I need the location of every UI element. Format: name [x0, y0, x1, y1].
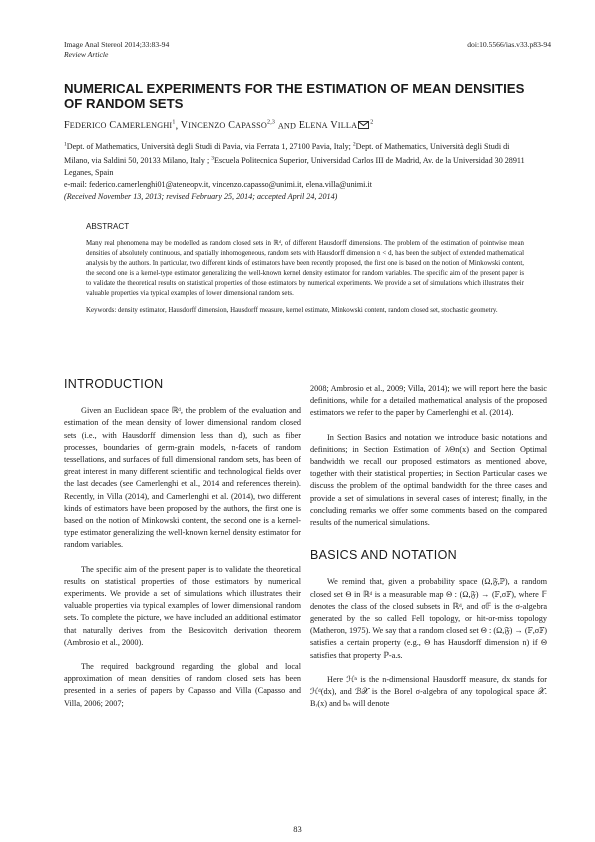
- keywords: Keywords: density estimator, Hausdorff dimension, Hausdorff measure, kernel estimate, Minkowski content, random closed set, stochastic geometry.: [86, 307, 498, 314]
- received-dates: (Received November 13, 2013; revised February 25, 2014; accepted April 24, 2014): [64, 192, 338, 202]
- paper-title: NUMERICAL EXPERIMENTS FOR THE ESTIMATION OF MEAN DENSITIES OF RANDOM SETS: [64, 81, 525, 111]
- affiliation-1: $^1$Dept. of Mathematics, Università degli Studi di Pavia, via Ferrata 1, 27100 Pavia, Italy;: [64, 141, 351, 151]
- intro-paragraph-3: The required background regarding the global and local approximation of mean densities of random closed sets has been presented in a series of papers by Capasso and Villa (Capasso and Villa, 2006; 2007;: [64, 662, 301, 708]
- author-3: ELENA VILLA $^2$: [298, 120, 374, 132]
- abstract: [86, 222, 524, 323]
- author-line: FEDERICO CAMERLENGHI$^1$, VINCENZO CAPASSO$^{2,3}$ AND ELENA VILLA $^2$: [64, 120, 374, 132]
- author-2: VINCENZO CAPASSO$^{2,3}$: [180, 120, 276, 132]
- affiliation-2: $^2$Dept. of Mathematics, Università degli Studi di Milano, via Saldini 50, 20133 Milano, Italy ;: [64, 141, 510, 166]
- intro-paragraph-1: Given an Euclidean space ℝᵈ, the problem of the evaluation and estimation of the mean density of lower dimensional random closed sets (i.e., with Hausdorff dimension less than d), such as fiber processes, boundaries of germ-grain models, n-facets of random tessellations, and surfaces of full dimensional random sets, has been of great interest in many different scientific and technological fields over the last decades (see Camerlenghi et al., 2014 and references therein). Recently, in Villa (2014), and Camerlenghi et al. (2014), two different kinds of estimators have been proposed by the authors, the first one is based on the notion of Minkowski content, the second one is a kernel-type estimator generalizing the well-known kernel density estimator for random variables.: [64, 406, 301, 550]
- envelope-icon[interactable]: [358, 121, 369, 132]
- doi[interactable]: doi:10.5566/ias.v33.p83-94: [467, 40, 551, 49]
- intro-paragraph-3-continued: 2008; Ambrosio et al., 2009; Villa, 2014); we will report here the basic definitions, while for a detailed mathematical analysis of the proposed estimators we refer to the paper by Camerlenghi et al. (2014).: [310, 384, 547, 418]
- abstract-heading: ABSTRACT: [86, 222, 130, 231]
- page-number: 83: [293, 824, 302, 834]
- section-heading-basics: BASICS AND NOTATION: [310, 548, 457, 563]
- right-column: [310, 383, 547, 722]
- author-conjunction: AND: [277, 121, 297, 131]
- section-heading-introduction: INTRODUCTION: [64, 377, 164, 391]
- affiliations: [64, 138, 534, 203]
- author-1: FEDERICO CAMERLENGHI$^1$: [64, 120, 176, 132]
- basics-paragraph-1: We remind that, given a probability space (Ω,𝔉,ℙ), a random closed set Θ in ℝᵈ is a measurable map Θ : (Ω,𝔉) → (𝔽,σ𝔽), where 𝔽 denotes the class of the closed subsets in ℝᵈ, and σ𝔽 is the σ-algebra generated by the so called Fell topology, or hit-or-miss topology (Matheron, 1975). We say that a random closed set Θ : (Ω,𝔉) → (𝔽,σ𝔽) satisfies a certain property (e.g., Θ has Hausdorff dimension n) if Θ satisfies that property ℙ-a.s.: [310, 577, 547, 660]
- affiliation-3: $^3$Escuela Politecnica Superior, Universidad Carlos III de Madrid, Av. de la Universidad 30 28911 Leganes, Spain: [64, 155, 525, 178]
- intro-paragraph-2: The specific aim of the present paper is to validate the theoretical results on statistical properties of those estimators by numerical experiments. We provide a set of simulations which illustrates their valuable properties via typical examples of lower dimensional random sets. To complete the picture, we have included an additional estimator that naturally derives from the Besicovitch derivation theorem (Ambrosio et al., 2000).: [64, 564, 301, 647]
- abstract-text: Many real phenomena may be modelled as random closed sets in ℝᵈ, of different Hausdorff dimensions. The problem of the estimation of pointwise mean densities of absolutely continuous, and spatially inhomogeneous, random sets with Hausdorff dimension n < d, has been the subject of extended mathematical analysis by the authors. In particular, two different kinds of estimators have been recently proposed, the first one is based on the notion of Minkowski content, the second one is a kernel-type estimator generalizing the well-known kernel density estimator for random variables. The specific aim of the present paper is to validate the theoretical results on statistical properties of those estimators by numerical experiments. We provide a set of simulations which illustrates their valuable properties via typical examples of lower dimensional random sets.: [86, 240, 524, 297]
- journal-reference: Image Anal Stereol 2014;33:83-94: [64, 40, 170, 49]
- left-column: [64, 378, 301, 722]
- article-type: Review Article: [64, 50, 109, 59]
- email-line[interactable]: e-mail: federico.camerlenghi01@ateneopv.it, vincenzo.capasso@unimi.it, elena.villa@unimi.it: [64, 180, 372, 190]
- intro-paragraph-4: In Section Basics and notation we introduce basic notations and definitions; in Section Estimation of λΘn(x) and Section Optimal bandwidth we recall our proposed estimators as mentioned above, together with their statistical properties; in Section Particular cases we discuss the problem of the optimal bandwidth for the three cases and provide a set of simulations in several cases of interest; finally, in the concluding remarks we offer some comments based on the compared results of the numerical simulations.: [310, 432, 547, 528]
- basics-paragraph-2: Here ℋⁿ is the n-dimensional Hausdorff measure, dx stands for ℋᵈ(dx), and ℬ𝒳 is the Borel σ-algebra of any topological space 𝒳. Bᵣ(x) and bₙ will denote: [310, 674, 547, 709]
